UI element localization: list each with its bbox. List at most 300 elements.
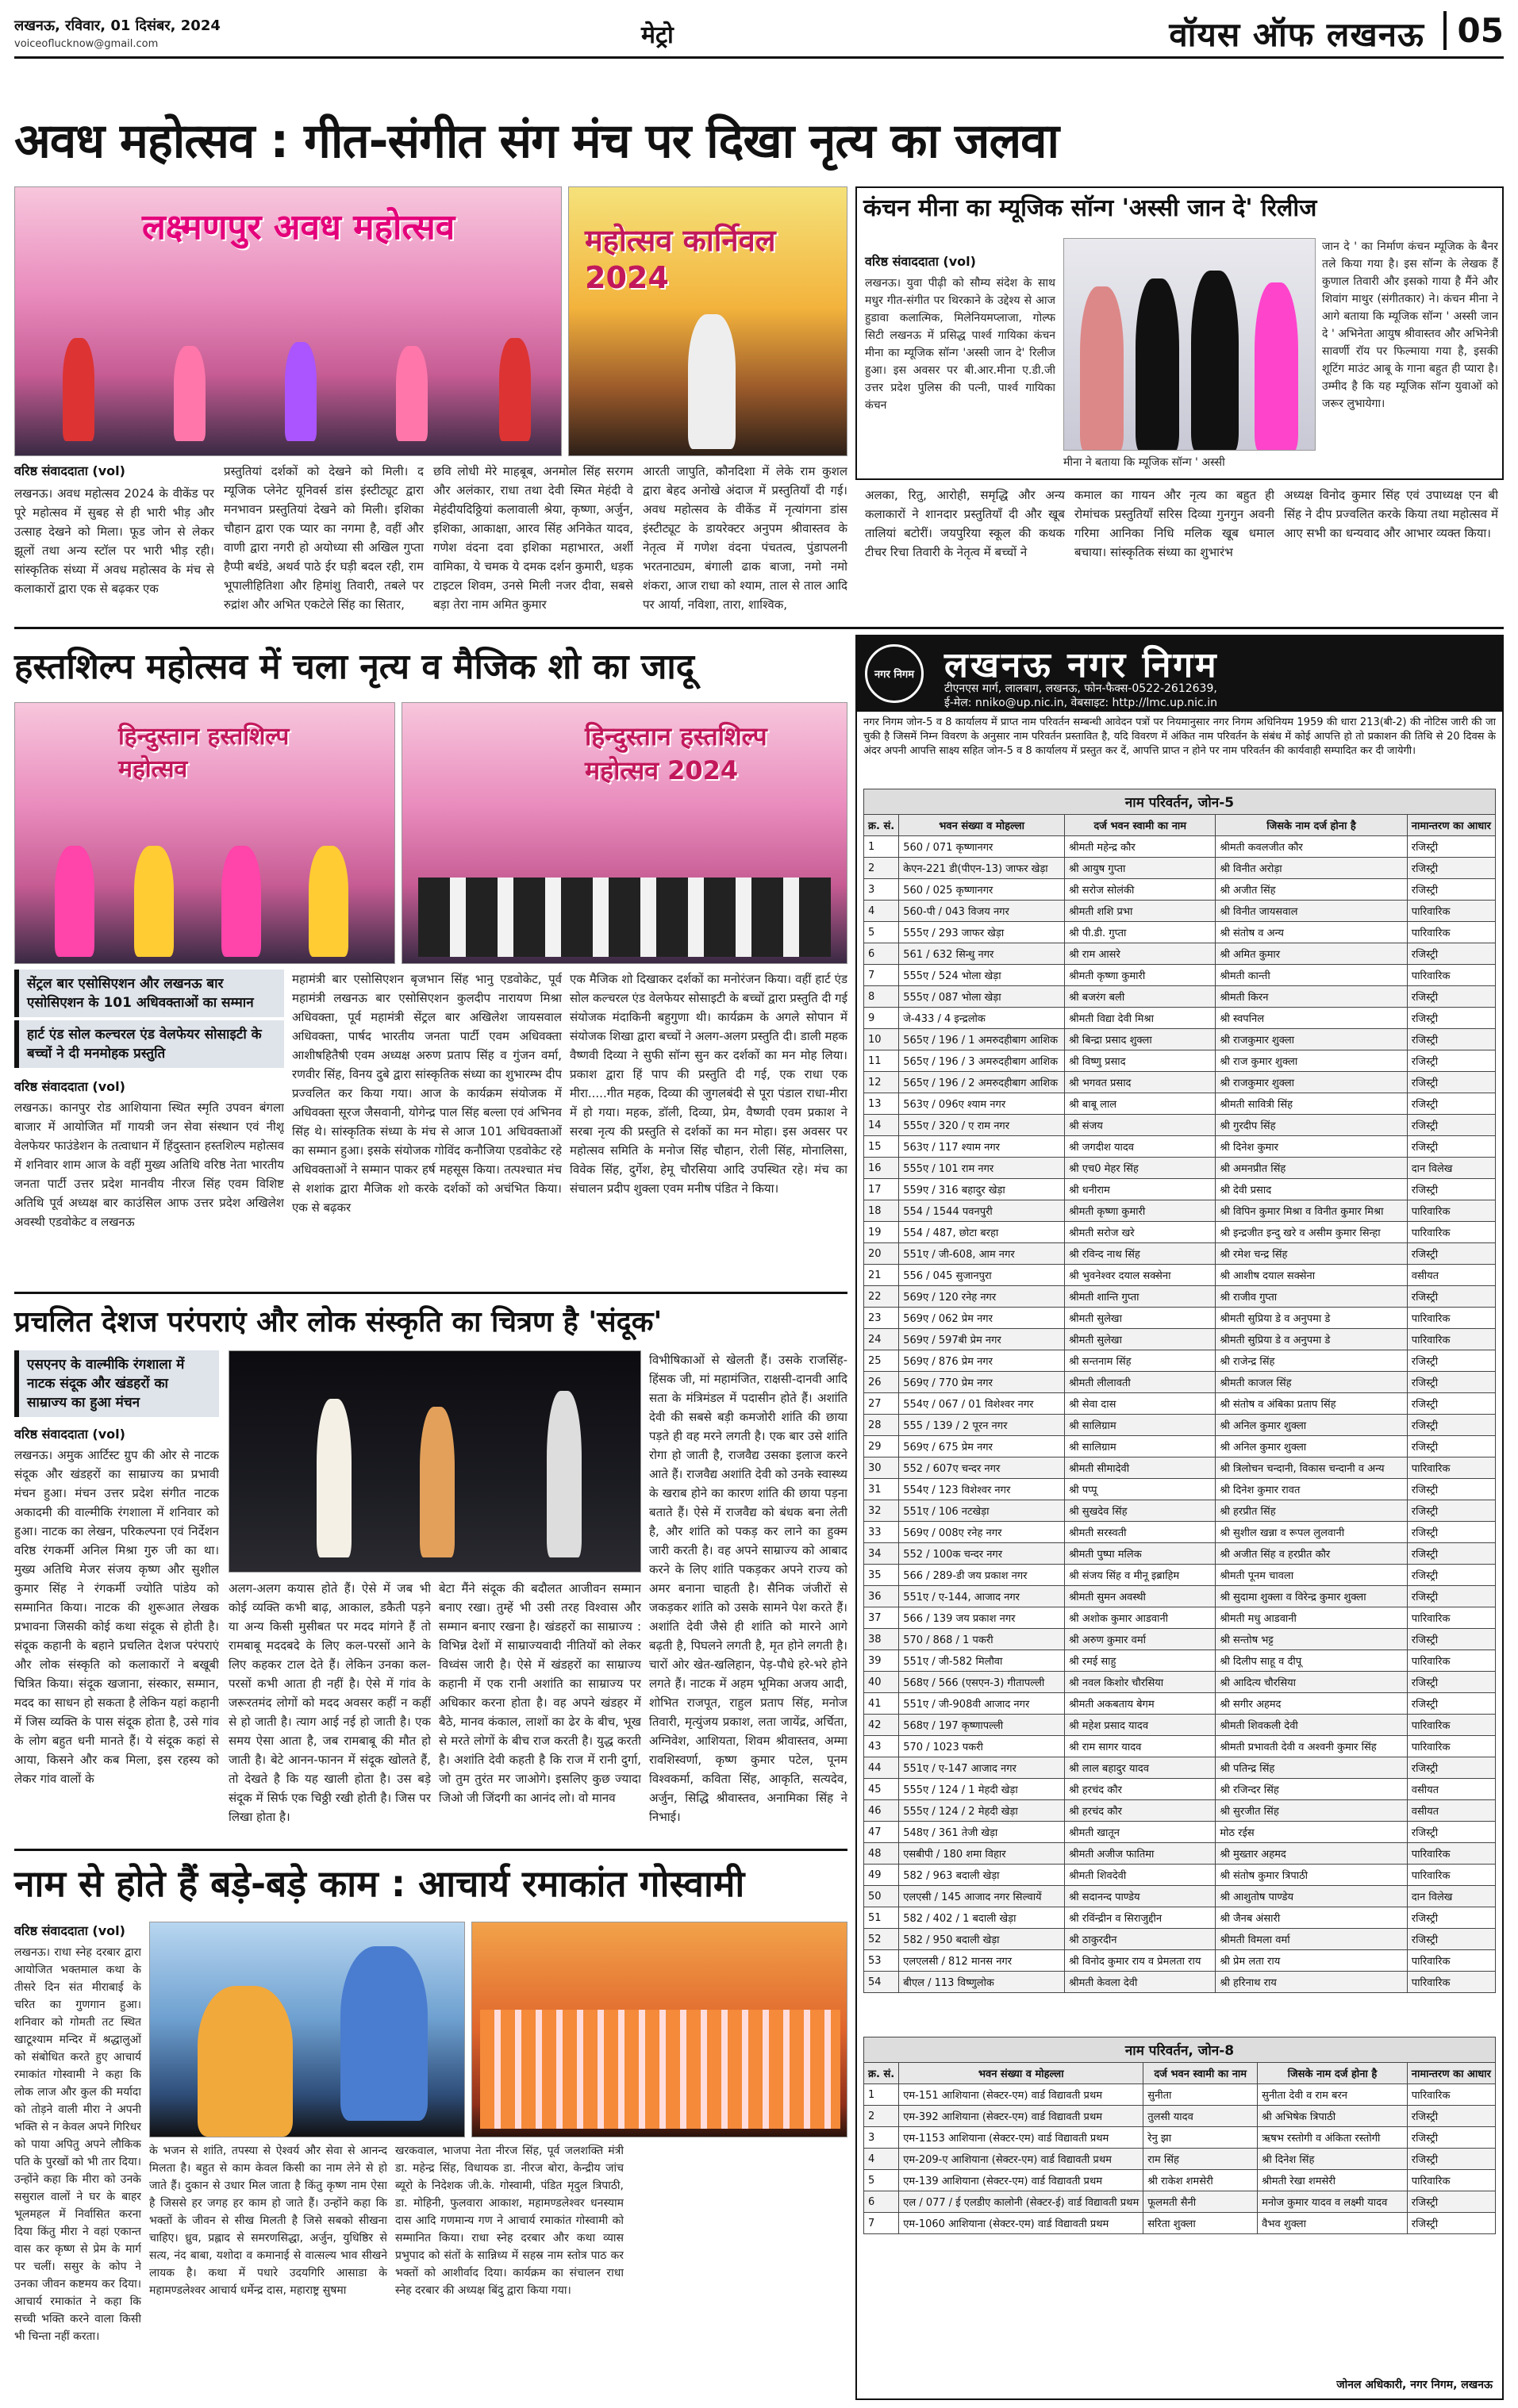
table-cell: श्री आदित्य चौरसिया bbox=[1216, 1672, 1407, 1693]
table-row bbox=[864, 1715, 1496, 1736]
table-cell: 4 bbox=[864, 2149, 899, 2170]
table-row bbox=[864, 1158, 1496, 1179]
table-row bbox=[864, 1222, 1496, 1243]
story5-col4 bbox=[632, 2142, 847, 2400]
table-cell: 555ए / 124 / 2 मेहदी खेड़ा bbox=[899, 1800, 1065, 1822]
table-cell: श्री अरुण कुमार वर्मा bbox=[1065, 1629, 1216, 1650]
story1-col7: अध्यक्ष विनोद कुमार सिंह एवं उपाध्यक्ष एन बी सिंह ने दीप प्रज्वलित करके किया तथा महोत्सव में आए सभी का धन्यवाद और आभार व्यक्त किया। bbox=[1284, 488, 1498, 540]
table-cell: श्री विनीत जायसवाल bbox=[1216, 901, 1407, 922]
table-row bbox=[864, 1907, 1496, 1929]
section-label: मेट्रो bbox=[641, 21, 674, 49]
notice-contact: ई-मेल: nniko@up.nic.in, वेबसाइट: http://lmc.up.nic.in bbox=[944, 697, 1217, 709]
table-cell: 552 / 607ए चन्दर नगर bbox=[899, 1457, 1065, 1479]
table-cell: 44 bbox=[864, 1757, 899, 1779]
table-cell: श्री ठाकुरदीन bbox=[1065, 1929, 1216, 1950]
table-header-cell: नामान्तरण का आधार bbox=[1407, 2063, 1495, 2084]
table-cell: श्री दिनेश कुमार रावत bbox=[1216, 1479, 1407, 1500]
table-cell: श्रीमती शिवदेवी bbox=[1065, 1865, 1216, 1886]
story1-photo1-caption: लक्ष्मणपुर अवध महोत्सव bbox=[142, 207, 455, 248]
table-cell: 569ए / 120 रनेह नगर bbox=[899, 1286, 1065, 1308]
actor-figure bbox=[317, 1399, 352, 1557]
table-cell: श्रीमती शिवकली देवी bbox=[1216, 1715, 1407, 1736]
table-row bbox=[864, 1565, 1496, 1586]
table-cell: 551ए / जी-582 मिलौवा bbox=[899, 1650, 1065, 1672]
table-cell: श्री आशुतोष पाण्डेय bbox=[1216, 1886, 1407, 1907]
table-cell: 3 bbox=[864, 879, 899, 901]
table-cell: 5 bbox=[864, 922, 899, 943]
table-row bbox=[864, 1543, 1496, 1565]
story1-photo2-caption: महोत्सव कार्निवल 2024 bbox=[585, 223, 776, 295]
actor-figure bbox=[547, 1391, 582, 1557]
nagar-nigam-seal-icon: नगर निगम bbox=[865, 644, 924, 703]
table-row bbox=[864, 1329, 1496, 1350]
table-cell: 566 / 289-डी जय प्रकाश नगर bbox=[899, 1565, 1065, 1586]
table-cell: रजिस्ट्री bbox=[1407, 836, 1495, 858]
dancer-figure bbox=[396, 346, 428, 441]
table-cell: 6 bbox=[864, 2191, 899, 2213]
table-cell: 2 bbox=[864, 2106, 899, 2127]
table-cell: पारिवारिक bbox=[1407, 1843, 1495, 1865]
table-cell: 582 / 963 बदाली खेड़ा bbox=[899, 1865, 1065, 1886]
table-cell: 570 / 1023 पकरी bbox=[899, 1736, 1065, 1757]
table-cell: 554 / 487, छोटा बरहा bbox=[899, 1222, 1065, 1243]
table-row bbox=[864, 1265, 1496, 1286]
table-cell: 7 bbox=[864, 2213, 899, 2234]
table-cell: 46 bbox=[864, 1800, 899, 1822]
table-cell: एम-1153 आशियाना (सेक्टर-एम) वार्ड विद्यावती प्रथम bbox=[899, 2127, 1143, 2149]
person-figure bbox=[1080, 286, 1124, 451]
table-cell: श्री सन्तनाम सिंह bbox=[1065, 1350, 1216, 1372]
table-cell: 12 bbox=[864, 1072, 899, 1093]
table-cell: श्रीमती अजीज फातिमा bbox=[1065, 1843, 1216, 1865]
story3-photo-guests bbox=[402, 702, 847, 964]
table-cell: श्री राजेन्द्र सिंह bbox=[1216, 1350, 1407, 1372]
table-row bbox=[864, 1393, 1496, 1415]
table-cell: 38 bbox=[864, 1629, 899, 1650]
table-cell: 561 / 632 सिन्धु नगर bbox=[899, 943, 1065, 965]
table-cell: श्रीमती सरोज खरे bbox=[1065, 1222, 1216, 1243]
table-cell: श्री अशोक कुमार आडवानी bbox=[1065, 1607, 1216, 1629]
notice-intro: नगर निगम जोन-5 व 8 कार्यालय में प्राप्त नाम परिवर्तन सम्बन्धी आवेदन पत्रों पर नियमानुसार नगर निगम अधिनियम 1959 की धारा 213(बी-2) की नोटिस जारी की जा चुकी है जिसमें निम्न विवरण के अनुसार नाम परिवर्तन प्रस्तावित है, यदि विवरण में अंकित नाम परिवर्तन के संबंध में कोई आपत्ति हो तो प्रकाशन की तिथि से 20 दिवस के अंदर अपनी आपत्ति साक्ष्य सहित जोन-5 व 8 कार्यालय में प्रस्तुत कर दें, आपत्ति प्राप्त न होने पर नाम परिवर्तन की कार्यवाही सम्पादित कर दी जायेगी। bbox=[863, 716, 1496, 757]
table-cell: श्री हरप्रीत सिंह bbox=[1216, 1500, 1407, 1522]
table-cell: एम-139 आशियाना (सेक्टर-एम) वार्ड विद्यावती प्रथम bbox=[899, 2170, 1143, 2191]
table-cell: 569ए / 876 प्रेम नगर bbox=[899, 1350, 1065, 1372]
table-row bbox=[864, 1008, 1496, 1029]
table-cell: 18 bbox=[864, 1200, 899, 1222]
dancer-figure bbox=[221, 846, 261, 957]
table-cell: 10 bbox=[864, 1029, 899, 1050]
table-cell: वसीयत bbox=[1407, 1800, 1495, 1822]
table-cell: एसबीपी / 180 शमा विहार bbox=[899, 1843, 1065, 1865]
table-header-cell: नामान्तरण का आधार bbox=[1407, 815, 1495, 836]
table-cell: श्री राजकुमार शुक्ला bbox=[1216, 1029, 1407, 1050]
story2-headline: कंचन मीना का म्यूजिक सॉन्ग 'अस्सी जान दे' रिलीज bbox=[863, 194, 1317, 222]
table-cell: श्री सरोज सोलंकी bbox=[1065, 879, 1216, 901]
dancer-figure bbox=[174, 346, 206, 441]
deity-figure bbox=[340, 1946, 428, 2121]
section-divider bbox=[14, 627, 1504, 629]
table-cell: फूलमती सैनी bbox=[1143, 2191, 1258, 2213]
table-cell: 560-पी / 043 विजय नगर bbox=[899, 901, 1065, 922]
table-cell: वसीयत bbox=[1407, 1265, 1495, 1286]
table-cell: श्री संतोष कुमार त्रिपाठी bbox=[1216, 1865, 1407, 1886]
table-cell: रजिस्ट्री bbox=[1407, 1136, 1495, 1158]
table-cell: श्रीमती सीमादेवी bbox=[1065, 1457, 1216, 1479]
table-row bbox=[864, 1436, 1496, 1457]
table-cell: श्रीमती सुप्रिया डे व अनुपमा डे bbox=[1216, 1308, 1407, 1329]
story2-photo-group bbox=[1063, 238, 1316, 451]
table-cell: श्री अजीत सिंह bbox=[1216, 879, 1407, 901]
table-cell: रजिस्ट्री bbox=[1407, 1350, 1495, 1372]
table-cell: 27 bbox=[864, 1393, 899, 1415]
table-cell: पारिवारिक bbox=[1407, 2084, 1495, 2106]
table-cell: एम-151 आशियाना (सेक्टर-एम) वार्ड विद्यावती प्रथम bbox=[899, 2084, 1143, 2106]
table-row bbox=[864, 1629, 1496, 1650]
table-cell: 47 bbox=[864, 1822, 899, 1843]
table-cell: 582 / 402 / 1 बदाली खेड़ा bbox=[899, 1907, 1065, 1929]
table-cell: 4 bbox=[864, 901, 899, 922]
table-cell: रजिस्ट्री bbox=[1407, 1093, 1495, 1115]
table-row bbox=[864, 2084, 1496, 2106]
story4-col2: अलग-अलग कयास होते हैं। ऐसे में जब भी कोई व्यक्ति कभी बाढ़, आकाल, डकैती पड़ने या अन्य किसी मुसीबत पर मदद मांगने हैं तो रामबाबू मददबदे के लिए कल-परसों आने के लिए कहकर टाल देते हैं। लेकिन उनका कल-परसों कभी आता ही नहीं है। ऐसे में गांव के जरूरतमंद लोगों को मदद अवसर कहीं न कहीं से हो जाती है। त्याग आई नई हो जाती है। एक समय ऐसा आता है, जब रामबाबू की मौत हो जाती है। बेटे आनन-फानन में संदूक खोलते हैं, तो देखते है कि यह खाली होता है। उस बड़े संदूक में सिर्फ एक चिठ्ठी रखी होती है। जिस पर लिखा होता है। bbox=[229, 1581, 431, 1824]
table-cell: श्री प्रेम लता राय bbox=[1216, 1950, 1407, 1972]
table-cell: 551ए / ए-144, आजाद नगर bbox=[899, 1586, 1065, 1607]
table-cell: श्री हरिनाथ राय bbox=[1216, 1972, 1407, 1993]
table-cell: श्री हरचंद कौर bbox=[1065, 1779, 1216, 1800]
table-cell: श्री महेश प्रसाद यादव bbox=[1065, 1715, 1216, 1736]
table-row bbox=[864, 901, 1496, 922]
table-cell: 565ए / 196 / 3 अमरुदहीबाग आशिक bbox=[899, 1050, 1065, 1072]
table-cell: 3 bbox=[864, 2127, 899, 2149]
table-cell: 556 / 045 सुजानपुरा bbox=[899, 1265, 1065, 1286]
table-cell: 51 bbox=[864, 1907, 899, 1929]
table-cell: रजिस्ट्री bbox=[1407, 1565, 1495, 1586]
table-cell: श्री रजिन्दर सिंह bbox=[1216, 1779, 1407, 1800]
table-cell: एम-1060 आशियाना (सेक्टर-एम) वार्ड विद्यावती प्रथम bbox=[899, 2213, 1143, 2234]
table-cell: श्री आशीष दयाल सक्सेना bbox=[1216, 1265, 1407, 1286]
dancer-figure bbox=[55, 846, 94, 957]
table-cell: श्री रविंन्द्रीन व सिराजुद्दीन bbox=[1065, 1907, 1216, 1929]
table-header-cell: भवन संख्या व मोहल्ला bbox=[899, 2063, 1143, 2084]
table-row bbox=[864, 1672, 1496, 1693]
table-cell: श्री जैनब अंसारी bbox=[1216, 1907, 1407, 1929]
table-row bbox=[864, 1115, 1496, 1136]
table-cell: 2 bbox=[864, 858, 899, 879]
table-cell: 565ए / 196 / 2 अमरुदहीबाग आशिक bbox=[899, 1072, 1065, 1093]
table-cell: 560 / 025 कृष्णानगर bbox=[899, 879, 1065, 901]
table-cell: श्री अनिल कुमार शुक्ला bbox=[1216, 1415, 1407, 1436]
table-cell: 569ए / 597बी प्रेम नगर bbox=[899, 1329, 1065, 1350]
table-header-cell: जिसके नाम दर्ज होना है bbox=[1258, 2063, 1408, 2084]
story1-photo-dancer bbox=[568, 186, 847, 456]
table-cell: श्री विनीत अरोड़ा bbox=[1216, 858, 1407, 879]
table-cell: श्री भुवनेश्वर दयाल सक्सेना bbox=[1065, 1265, 1216, 1286]
table-cell: रजिस्ट्री bbox=[1407, 879, 1495, 901]
table-cell: केएन-221 डी(पीएन-13) जाफर खेड़ा bbox=[899, 858, 1065, 879]
table-row bbox=[864, 1757, 1496, 1779]
story1-col1: लखनऊ। अवध महोत्सव 2024 के वीकेंड पर पूरे महोत्सव में सुबह से ही भारी भीड़ और उत्साह देखने को मिला। फूड जोन से लेकर झूलों तथा अन्य स्टॉल पर भारी भीड़ रही। सांस्कृतिक संध्या में अवध महोत्सव के मंच से कलाकारों द्वारा एक से बढ़कर एक bbox=[14, 486, 214, 596]
section-divider bbox=[14, 1292, 847, 1294]
table-cell: 23 bbox=[864, 1308, 899, 1329]
notice-panel bbox=[855, 635, 1504, 2400]
zone8-title: नाम परिवर्तन, जोन-8 bbox=[863, 2037, 1496, 2063]
table-cell: श्रीमती अकबताय बेगम bbox=[1065, 1693, 1216, 1715]
table-cell: रजिस्ट्री bbox=[1407, 1029, 1495, 1050]
table-cell: श्री मुख्तार अहमद bbox=[1216, 1843, 1407, 1865]
table-cell: 45 bbox=[864, 1779, 899, 1800]
story4-bullet: एसएनए के वाल्मीकि रंगशाला में नाटक संदूक और खंडहरों का साम्राज्य का हुआ मंचन bbox=[14, 1350, 219, 1417]
table-cell: श्रीमती कृष्णा कुमारी bbox=[1065, 965, 1216, 986]
table-cell: श्रीमती खातून bbox=[1065, 1822, 1216, 1843]
table-cell: पारिवारिक bbox=[1407, 1972, 1495, 1993]
story1-col3: छवि लोधी मेरे माहबूब, अनमोल सिंह सरगम और अलंकार, राधा तथा देवी स्मित मेहंदी वे मेहंदीयदिठ्ठियां कलावाली श्रेया, कृष्णा, अर्जुन, इशिका, आकाक्षा, आरव सिंह अनिकेत यादव, गणेश वंदना दवा इशिका महाभारत, अर्शी वामिका, ये चमक ये दमक दर्शन कुमारी, धड़क टाइटल शिवम, उनसे मिली नजर दीवा, सबसे बड़ा तेरा नाम अमित कुमार bbox=[433, 464, 633, 612]
table-cell: श्री रविन्द नाथ सिंह bbox=[1065, 1243, 1216, 1265]
table-cell: पारिवारिक bbox=[1407, 965, 1495, 986]
table-cell: श्रीमती शशि प्रभा bbox=[1065, 901, 1216, 922]
table-header-cell: जिसके नाम दर्ज होना है bbox=[1216, 815, 1407, 836]
table-cell: श्री जगदीश यादव bbox=[1065, 1136, 1216, 1158]
table-cell: रजिस्ट्री bbox=[1407, 1500, 1495, 1522]
table-cell: 31 bbox=[864, 1479, 899, 1500]
table-cell: 555ए / 101 राम नगर bbox=[899, 1158, 1065, 1179]
table-cell: रजिस्ट्री bbox=[1407, 1693, 1495, 1715]
table-cell: 570 / 868 / 1 पकरी bbox=[899, 1629, 1065, 1650]
table-cell: श्री दिलीप साहू व दीपू bbox=[1216, 1650, 1407, 1672]
table-row bbox=[864, 1865, 1496, 1886]
table-row bbox=[864, 1457, 1496, 1479]
table-cell: रजिस्ट्री bbox=[1407, 2191, 1495, 2213]
table-cell: श्री सालिग्राम bbox=[1065, 1415, 1216, 1436]
table-row bbox=[864, 1415, 1496, 1436]
table-cell: रजिस्ट्री bbox=[1407, 1479, 1495, 1500]
table-row bbox=[864, 1350, 1496, 1372]
table-cell: 563ए / 117 श्याम नगर bbox=[899, 1136, 1065, 1158]
zone5-table bbox=[863, 814, 1496, 1993]
table-row bbox=[864, 1650, 1496, 1672]
dancer-figure bbox=[285, 342, 317, 441]
story4-photo-play bbox=[229, 1350, 641, 1573]
table-cell: रजिस्ट्री bbox=[1407, 1286, 1495, 1308]
story1-col6: कमाल का गायन और नृत्य का बहुत ही रोमांचक प्रस्तुतियाँ सरिस दिव्या गुनगुन अवनी गरिमा आनिका निधि मलिक खूब धमाल बचाया। सांस्कृतिक संध्या का शुभारंभ bbox=[1074, 488, 1274, 559]
table-cell: 554ए / 123 विशेश्वर नगर bbox=[899, 1479, 1065, 1500]
table-cell: श्री पप्पू bbox=[1065, 1479, 1216, 1500]
table-cell: श्री बिन्द्रा प्रसाद शुक्ला bbox=[1065, 1029, 1216, 1050]
table-cell: 20 bbox=[864, 1243, 899, 1265]
table-cell: मोठ रईस bbox=[1216, 1822, 1407, 1843]
table-cell: 33 bbox=[864, 1522, 899, 1543]
table-cell: 560 / 071 कृष्णानगर bbox=[899, 836, 1065, 858]
story4-col4: विभीषिकाओं से खेलती हैं। उसके राजसिंह-हिंसक जी, मां महामंजित, राक्षसी-दानवी आदि सता के मंत्रिमंडल में पदासीन होते हैं। अशांति देवी की सबसे बड़ी कमजोरी शांति की छाया पड़ते ही वह मरने लगती है। एक बार उसे शांति रोगा हो जाती है, राजवैद्य उसका इलाज करने आते हैं। राजवैद्य अशांति देवी को उनके स्वास्थ्य के खराब होने का कारण शांति की छाया पड़ना बताते हैं। ऐसे में राजवैद्य को बंधक बना लेती है, और शांति को पकड़ कर लाने का हुक्म जारी करती है। वह अपने साम्राज्य को आबाद करने के लिए शांति पकड़कर अपने राज्य को अमर बनाना चाहती है। सैनिक जंजीरों से जकड़कर शांति को उसके सामने पेश करते हैं। अशांति देवी जैसे ही शांति को मारने आगे बढ़ती है, पिघलने लगती है, मृत होने लगती है। चारों ओर खेत-खलिहान, पेड़-पौधे हरे-भरे होने लगते हैं। नाटक में अहम भूमिका अजय आदी, शोभित राजपूत, राहुल प्रताप सिंह, मनोज तिवारी, मृत्युंजय प्रकाश, लता जायेंद्र, अर्चिता, अग्निवेश, आशियता, शिवम श्रीवास्तव, अम्मा रावशिस्वर्णा, कृष्ण कुमार पटेल, पूनम विश्वकर्मा, कविता सिंह, आकृति, सत्यदेव, अर्जुन, सिद्धि श्रीवास्तव, अनामिका सिंह ने निभाई। bbox=[649, 1353, 847, 1824]
table-row bbox=[864, 943, 1496, 965]
table-cell: 6 bbox=[864, 943, 899, 965]
brand-name: वॉयस ऑफ लखनऊ bbox=[1169, 15, 1424, 54]
table-cell: श्री सेवा दास bbox=[1065, 1393, 1216, 1415]
table-cell: श्रीमती किरन bbox=[1216, 986, 1407, 1008]
table-cell: 1 bbox=[864, 2084, 899, 2106]
table-row bbox=[864, 1093, 1496, 1115]
table-cell: 40 bbox=[864, 1672, 899, 1693]
story2-col1: लखनऊ। युवा पीढ़ी को सौम्य संदेश के साथ मधुर गीत-संगीत पर थिरकाने के उद्देश्य से आज हुडावा कलात्मिक, मिलेनियमप्लाजा, गोल्फ सिटी लखनऊ में प्रसिद्ध पार्श्व गायिका कंचन मीना का म्यूजिक सॉन्ग 'अस्सी जान दे' रिलीज हुआ। इस अवसर पर बी.आर.मीना ए.डी.जी उत्तर प्रदेश पुलिस की पत्नी, पार्श्व गायिका कंचन bbox=[865, 277, 1055, 412]
table-cell: श्रीमती सुलेखा bbox=[1065, 1329, 1216, 1350]
table-cell: 16 bbox=[864, 1158, 899, 1179]
table-cell: 555ए / 293 जाफर खेड़ा bbox=[899, 922, 1065, 943]
table-cell: 26 bbox=[864, 1372, 899, 1393]
person-figure bbox=[1191, 271, 1239, 451]
table-header-cell: क्र. सं. bbox=[864, 2063, 899, 2084]
table-row bbox=[864, 1029, 1496, 1050]
table-cell: 565ए / 196 / 1 अमरुदहीबाग आशिक bbox=[899, 1029, 1065, 1050]
speaker-figure bbox=[198, 1986, 293, 2137]
table-cell: 42 bbox=[864, 1715, 899, 1736]
table-row bbox=[864, 1736, 1496, 1757]
table-header-cell: क्र. सं. bbox=[864, 815, 899, 836]
table-cell: रजिस्ट्री bbox=[1407, 1822, 1495, 1843]
table-cell: 548ए / 361 तेजी खेड़ा bbox=[899, 1822, 1065, 1843]
person-figure bbox=[1136, 278, 1179, 451]
table-cell: 39 bbox=[864, 1650, 899, 1672]
table-cell: 14 bbox=[864, 1115, 899, 1136]
story1-col4: आरती जापुति, कौनदिशा में लेके राम कुशल द्वारा बेहद अनोखे अंदाज में प्रस्तुतियाँ दी गई। अवध महोत्सव के वीकेंड में नृत्यांगना डांस इंस्टीट्यूट के डायरेक्टर अनुपम श्रीवास्तव के नेतृत्व में गणेश वंदना पंचतत्व, पुंडापलनी भरतनाट्यम, बंगाली ढाक बाजा, नमो नमो शंकरा, आज राधा को श्याम, ताल से ताल आदि पर आर्या, नविशा, तारा, शाश्विक, bbox=[643, 464, 847, 612]
table-cell: वसीयत bbox=[1407, 1779, 1495, 1800]
table-cell: 569ए / 770 प्रेम नगर bbox=[899, 1372, 1065, 1393]
table-row bbox=[864, 1479, 1496, 1500]
table-cell: श्री हरचंद कौर bbox=[1065, 1800, 1216, 1822]
table-cell: पारिवारिक bbox=[1407, 1607, 1495, 1629]
table-row bbox=[864, 1693, 1496, 1715]
table-row bbox=[864, 1372, 1496, 1393]
table-cell: श्रीमती सुप्रिया डे व अनुपमा डे bbox=[1216, 1329, 1407, 1350]
story3-col2: महामंत्री बार एसोसिएशन बृजभान सिंह भानु एडवोकेट, पूर्व महामंत्री लखनऊ बार एसोसिएशन कुलदीप नारायण मिश्रा अधिवक्ता, पूर्व महामंत्री सेंट्रल बार अखिलेश जायसवाल अधिवक्ता, पार्षद भारतीय जनता पार्टी एवम अधिवक्ता आशीषहितैषी एवम अध्यक्ष अरुण प्रताप सिंह व गुंजन वर्मा, रणवीर सिंह, विनय दुबे द्वारा सांस्कृतिक संध्या का शुभारम्भ दीप प्रज्वलित कर किया गया। आज के कार्यक्रम संयोजक में अधिवक्ता सूरज जैसवानी, योगेन्द्र पाल सिंह बल्ला एवं अभिनव सिंह थे। सांस्कृतिक संध्या के मंच से आज 101 अधिवक्ताओं का सम्मान हुआ। इसके संयोजक गोविंद कनौजिया एडवोकेट रहे अधिवक्ताओं ने सम्मान पाकर हर्ष महसूस किया। तत्पश्चात मंच से शशांक द्वारा मैजिक शो करके दर्शकों को अचंभित किया। एक से बढ़कर bbox=[292, 972, 562, 1215]
table-cell: श्री रमई साहु bbox=[1065, 1650, 1216, 1672]
table-cell: 582 / 950 बदाली खेड़ा bbox=[899, 1929, 1065, 1950]
zone5-table-wrap bbox=[863, 814, 1496, 1993]
table-cell: रजिस्ट्री bbox=[1407, 2127, 1495, 2149]
table-row bbox=[864, 1243, 1496, 1265]
table-cell: श्री बाबू लाल bbox=[1065, 1093, 1216, 1115]
table-cell: रजिस्ट्री bbox=[1407, 1907, 1495, 1929]
story3-photo-dancers bbox=[14, 702, 395, 964]
table-cell: 17 bbox=[864, 1179, 899, 1200]
table-cell: बीएल / 113 विष्णुलोक bbox=[899, 1972, 1065, 1993]
actor-figure bbox=[420, 1407, 455, 1557]
table-cell: दान विलेख bbox=[1407, 1886, 1495, 1907]
table-cell: 29 bbox=[864, 1436, 899, 1457]
table-row bbox=[864, 858, 1496, 879]
table-cell: दान विलेख bbox=[1407, 1158, 1495, 1179]
table-cell: श्री संतोष व अंबिका प्रताप सिंह bbox=[1216, 1393, 1407, 1415]
table-cell: ऋषभ रस्तोगी व अंकिता रस्तोगी bbox=[1258, 2127, 1408, 2149]
notice-org-name: लखनऊ नगर निगम bbox=[944, 645, 1219, 686]
table-cell: श्रीमती लीलावती bbox=[1065, 1372, 1216, 1393]
table-cell: रजिस्ट्री bbox=[1407, 1757, 1495, 1779]
table-cell: 53 bbox=[864, 1950, 899, 1972]
table-cell: पारिवारिक bbox=[1407, 922, 1495, 943]
table-cell: श्री अजीत सिंह व हरप्रीत कौर bbox=[1216, 1543, 1407, 1565]
table-cell: 11 bbox=[864, 1050, 899, 1072]
story3-col1: लखनऊ। कानपुर रोड आशियाना स्थित स्मृति उपवन बंगला बाजार में आयोजित माँ गायत्री जन सेवा संस्थान एवं नीशू वेलफेयर फाउंडेशन के तत्वाधान में हिंदुस्तान हस्तशिल्प महोत्सव में शनिवार शाम आज के वहीं मुख्य अतिथि वरिष्ठ नेता भारतीय जनता पार्टी उत्तर प्रदेश मानवीय नीरज सिंह एवम विशिष्ट अतिथि पूर्व अध्यक्ष बार काउंसिल आफ उत्तर प्रदेश अखिलेश अवस्थी एडवोकेट व लखनऊ bbox=[14, 1100, 284, 1229]
table-cell: पारिवारिक bbox=[1407, 1865, 1495, 1886]
table-cell: श्री सुदामा शुक्ला व विरेन्द्र कुमार शुक्ला bbox=[1216, 1586, 1407, 1607]
table-cell: पारिवारिक bbox=[1407, 1222, 1495, 1243]
table-cell: 554ए / 067 / 01 विशेश्वर नगर bbox=[899, 1393, 1065, 1415]
table-row bbox=[864, 1607, 1496, 1629]
table-cell: श्री राजीव गुप्ता bbox=[1216, 1286, 1407, 1308]
table-cell: पारिवारिक bbox=[1407, 1650, 1495, 1672]
table-cell: श्री बजरंग बली bbox=[1065, 986, 1216, 1008]
table-cell: श्री इन्द्रजीत इन्दु खरे व असीम कुमार सिन्हा bbox=[1216, 1222, 1407, 1243]
table-cell: श्री पतिन्द्र सिंह bbox=[1216, 1757, 1407, 1779]
table-row bbox=[864, 986, 1496, 1008]
table-cell: श्री अनिल कुमार शुक्ला bbox=[1216, 1436, 1407, 1457]
table-cell: श्री सुरजीत सिंह bbox=[1216, 1800, 1407, 1822]
table-cell: श्री विनोद कुमार राय व प्रेमलता राय bbox=[1065, 1950, 1216, 1972]
table-row bbox=[864, 1072, 1496, 1093]
story4-byline: वरिष्ठ संवाददाता (vol) bbox=[14, 1427, 125, 1442]
table-cell: पारिवारिक bbox=[1407, 1329, 1495, 1350]
story1-col5: अलका, रितु, आरोही, समृद्धि और अन्य कलाकारों ने शानदार प्रस्तुतियाँ दी और खूब तालियां बटोरीं। जयपुरिया स्कूल की कथक टीचर रिचा तिवारी के नेतृत्व में बच्चों ने bbox=[865, 488, 1065, 559]
table-cell: 555ए / 124 / 1 मेहदी खेड़ा bbox=[899, 1779, 1065, 1800]
table-cell: रजिस्ट्री bbox=[1407, 986, 1495, 1008]
table-cell: श्रीमती पुष्पा मलिक bbox=[1065, 1543, 1216, 1565]
story5-col1: लखनऊ। राधा स्नेह दरबार द्वारा आयोजित भक्तमाल कथा के तीसरे दिन संत मीराबाई के चरित का गुणगान हुआ। शनिवार को गोमती तट स्थित खाटूश्याम मन्दिर में श्रद्धालुओं को संबोधित करते हुए आचार्य रमाकांत गोस्वामी ने कहा कि लोक लाज और कुल की मर्यादा को तोड़ने वाली मीरा ने अपनी भक्ति से न केवल अपने गिरिधर को पाया अपितु अपने लौकिक पति के पुरखों को भी तार दिया। उन्होंने कहा कि मीरा को उनके ससुराल वालों ने घर के बाहर भूलमहल में निर्वासित करना दिया किंतु मीरा ने वहां एकान्त वास कर कृष्ण से प्रेम के मार्ग पर चलीं। ससुर के कोप ने उनका जीवन कष्टमय कर दिया। आचार्य रमाकांत ने कहा कि सच्ची भक्ति करने वाला किसी भी चिन्ता नहीं करता। bbox=[14, 1946, 141, 2343]
story3-bullet-2: हार्ट एंड सोल कल्चरल एंड वेलफेयर सोसाइटी के बच्चों ने दी मनमोहक प्रस्तुति bbox=[14, 1020, 284, 1068]
table-row bbox=[864, 1522, 1496, 1543]
table-cell: 13 bbox=[864, 1093, 899, 1115]
table-cell: श्री संजय सिंह व मीनू इब्राहिम bbox=[1065, 1565, 1216, 1586]
table-cell: रजिस्ट्री bbox=[1407, 1672, 1495, 1693]
table-cell: 30 bbox=[864, 1457, 899, 1479]
table-row bbox=[864, 1950, 1496, 1972]
table-cell: रजिस्ट्री bbox=[1407, 2106, 1495, 2127]
page-number: 05 bbox=[1443, 11, 1504, 50]
table-cell: एम-209-ए आशियाना (सेक्टर-एम) वार्ड विद्यावती प्रथम bbox=[899, 2149, 1143, 2170]
table-cell: श्रीमती सुमन अवस्थी bbox=[1065, 1586, 1216, 1607]
table-cell: रजिस्ट्री bbox=[1407, 2149, 1495, 2170]
table-cell: 37 bbox=[864, 1607, 899, 1629]
table-cell: रजिस्ट्री bbox=[1407, 1393, 1495, 1415]
table-cell: श्रीमती सरस्वती bbox=[1065, 1522, 1216, 1543]
table-cell: 8 bbox=[864, 986, 899, 1008]
table-cell: रजिस्ट्री bbox=[1407, 1179, 1495, 1200]
table-cell: 569ए / 008ए रनेह नगर bbox=[899, 1522, 1065, 1543]
table-cell: एलएलसी / 812 मानस नगर bbox=[899, 1950, 1065, 1972]
table-cell: 35 bbox=[864, 1565, 899, 1586]
table-cell: रजिस्ट्री bbox=[1407, 858, 1495, 879]
table-cell: श्री सालिग्राम bbox=[1065, 1436, 1216, 1457]
table-cell: 7 bbox=[864, 965, 899, 986]
table-row bbox=[864, 1929, 1496, 1950]
table-cell: श्री रमेश चन्द्र सिंह bbox=[1216, 1243, 1407, 1265]
table-cell: श्री संजय bbox=[1065, 1115, 1216, 1136]
table-cell: श्रीमती कान्ती bbox=[1216, 965, 1407, 986]
table-row bbox=[864, 965, 1496, 986]
table-cell: 559ए / 316 बहादुर खेड़ा bbox=[899, 1179, 1065, 1200]
table-row bbox=[864, 2191, 1496, 2213]
table-cell: सुनीता देवी व राम बरन bbox=[1258, 2084, 1408, 2106]
table-cell: श्री धनीराम bbox=[1065, 1179, 1216, 1200]
table-header-cell: दर्ज भवन स्वामी का नाम bbox=[1143, 2063, 1258, 2084]
notice-header bbox=[857, 636, 1502, 712]
story4-col1: लखनऊ। अमुक आर्टिस्ट ग्रुप की ओर से नाटक संदूक और खंडहरों का साम्राज्य का प्रभावी मंचन हुआ। मंचन उत्तर प्रदेश संगीत नाटक अकादमी की वाल्मीकि रंगशाला में शनिवार को हुआ। नाटक का लेखन, परिकल्पना एवं निर्देशन वरिष्ठ रंगकर्मी अनिल मिश्रा गुरु जी का था। मुख्य अतिथि मेजर संजय कृष्ण और सुशील कुमार सिंह ने रंगकर्मी ज्योति पांडेय को सम्मानित किया। नाटक की शुरूआत लेखक प्रभावना जिसकी कोई कथा संदूक से होती है। संदूक कहानी के बहाने प्रचलित देशज परंपराएं और लोक संस्कृति को कलाकारों ने बखूबी चित्रित किया। संदूक खजाना, संस्कार, सम्मान, मदद का साधन हो सकता है लेकिन यहां कहानी में जिस व्यक्ति के पास संदूक होता है, उसे गांव के लोग बहुत धनी मानते हैं। ये संदूक कहां से आया, किसने और कब मिला, इस रहस्य को लेकर गांव वालों के bbox=[14, 1448, 219, 1786]
table-cell: श्री राम आसरे bbox=[1065, 943, 1216, 965]
table-cell: 551ए / जी-608, आम नगर bbox=[899, 1243, 1065, 1265]
table-cell: रजिस्ट्री bbox=[1407, 1008, 1495, 1029]
table-cell: 32 bbox=[864, 1500, 899, 1522]
table-cell: श्री सगीर अहमद bbox=[1216, 1693, 1407, 1715]
table-row bbox=[864, 1586, 1496, 1607]
table-row bbox=[864, 1779, 1496, 1800]
table-cell: 22 bbox=[864, 1286, 899, 1308]
